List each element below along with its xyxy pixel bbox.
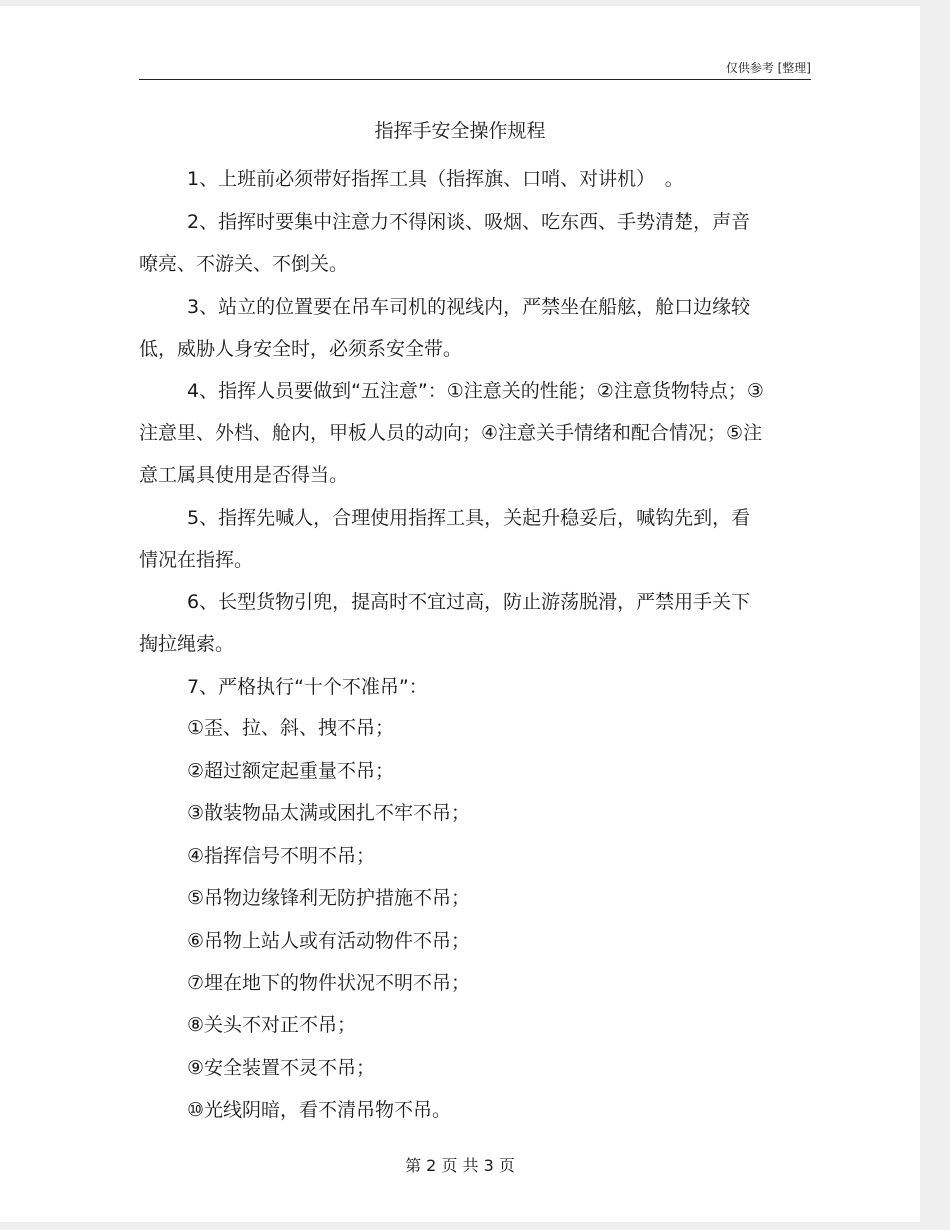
paragraph-4: 4、指挥人员要做到“五注意”：①注意关的性能；②注意货物特点；③注意里、外档、舱内，甲板人员的动向；④注意关手情绪和配合情况；⑤注意工属具使用是否得当。 [139, 380, 764, 486]
paragraph-7: 7、严格执行“十个不准吊”： [187, 676, 428, 698]
document-page [0, 6, 920, 1222]
rule-item: ④指挥信号不明不吊； [187, 845, 376, 867]
page-header [139, 57, 811, 80]
paragraph-5: 5、指挥先喊人，合理使用指挥工具，关起升稳妥后，喊钩先到，看情况在指挥。 [139, 507, 751, 571]
paragraph-2: 2、指挥时要集中注意力不得闲谈、吸烟、吃东西、手势清楚，声音嘹亮、不游关、不倒关。 [139, 211, 751, 275]
rule-item: ⑧关头不对正不吊； [187, 1014, 357, 1036]
header-note: 仅供参考 [整理] [725, 61, 811, 75]
rule-item: ②超过额定起重量不吊； [187, 760, 395, 782]
rule-item: ⑦埋在地下的物件状况不明不吊； [187, 972, 471, 994]
document-title: 指挥手安全操作规程 [374, 120, 546, 142]
paragraph-6: 6、长型货物引兜，提高时不宜过高，防止游荡脱滑，严禁用手关下掏拉绳索。 [139, 591, 751, 655]
rule-item: ①歪、拉、斜、拽不吊； [187, 717, 395, 739]
page-footer: 第 2 页 共 3 页 [405, 1156, 515, 1175]
rule-item: ③散装物品太满或困扎不牢不吊； [187, 802, 471, 824]
paragraph-3: 3、站立的位置要在吊车司机的视线内，严禁坐在船舷，舱口边缘较低，威胁人身安全时，必须系安全带。 [139, 296, 751, 360]
rule-item: ⑤吊物边缘锋利无防护措施不吊； [187, 887, 471, 909]
rule-item: ⑩光线阴暗，看不清吊物不吊。 [187, 1099, 452, 1121]
rule-item: ⑥吊物上站人或有活动物件不吊； [187, 930, 471, 952]
rule-item: ⑨安全装置不灵不吊； [187, 1057, 376, 1079]
paragraph-1: 1、上班前必须带好指挥工具（指挥旗、口哨、对讲机） 。 [187, 168, 684, 190]
